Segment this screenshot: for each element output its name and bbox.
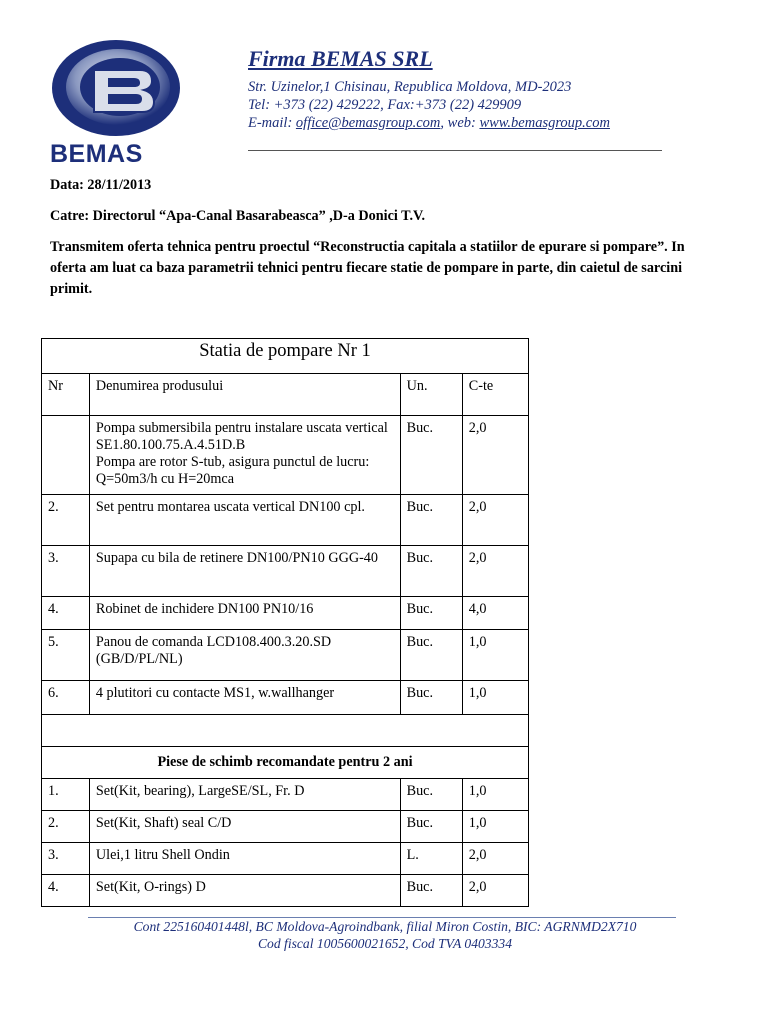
company-header — [248, 46, 610, 132]
offer-table — [41, 338, 529, 907]
spacer-cell — [42, 715, 529, 747]
web-label: , web: — [440, 115, 480, 131]
row-nr: 4. — [42, 597, 90, 630]
row-name: Panou de comanda LCD108.400.3.20.SD (GB/D/PL/NL) — [89, 630, 400, 681]
footer-bank-details: Cont 225160401448l, BC Moldova-Agroindbank, filial Miron Costin, BIC: AGRNMD2X710 — [133, 919, 637, 934]
letter-recipient: Catre: Directorul “Apa-Canal Basarabeasca” ,D-a Donici T.V. — [50, 208, 426, 224]
table-spacer-row — [42, 715, 529, 747]
company-phone-fax: Tel: +373 (22) 429222, Fax:+373 (22) 429909 — [248, 97, 522, 113]
table-row — [42, 779, 529, 811]
row-name: Set(Kit, O-rings) D — [89, 875, 400, 907]
spare-parts-header-row — [42, 747, 529, 779]
logo-wordmark: BEMAS — [50, 140, 143, 168]
table-row — [42, 495, 529, 546]
row-nr: 4. — [42, 875, 90, 907]
row-nr — [42, 416, 90, 495]
web-link[interactable]: www.bemasgroup.com — [479, 115, 610, 131]
row-qty: 1,0 — [462, 630, 528, 681]
row-unit: Buc. — [400, 546, 462, 597]
row-unit: L. — [400, 843, 462, 875]
row-unit: Buc. — [400, 597, 462, 630]
table-row — [42, 597, 529, 630]
row-unit: Buc. — [400, 811, 462, 843]
row-unit: Buc. — [400, 495, 462, 546]
header-divider — [248, 150, 662, 151]
company-contact — [248, 114, 610, 132]
row-qty: 1,0 — [462, 811, 528, 843]
row-unit: Buc. — [400, 681, 462, 715]
row-nr: 1. — [42, 779, 90, 811]
table-row — [42, 875, 529, 907]
row-qty: 2,0 — [462, 416, 528, 495]
row-qty: 1,0 — [462, 779, 528, 811]
row-qty: 1,0 — [462, 681, 528, 715]
row-name: Set pentru montarea uscata vertical DN100 cpl. — [89, 495, 400, 546]
row-name: Supapa cu bila de retinere DN100/PN10 GGG-40 — [89, 546, 400, 597]
table-title: Statia de pompare Nr 1 — [42, 339, 529, 374]
table-row — [42, 546, 529, 597]
row-unit: Buc. — [400, 630, 462, 681]
letter-date: Data: 28/11/2013 — [50, 177, 152, 193]
header-name: Denumirea produsului — [89, 374, 400, 416]
row-name: Set(Kit, bearing), LargeSE/SL, Fr. D — [89, 779, 400, 811]
row-nr: 2. — [42, 811, 90, 843]
row-name: Ulei,1 litru Shell Ondin — [89, 843, 400, 875]
header-unit: Un. — [400, 374, 462, 416]
table-row — [42, 811, 529, 843]
header-nr: Nr — [42, 374, 90, 416]
row-unit: Buc. — [400, 779, 462, 811]
email-link[interactable]: office@bemasgroup.com — [295, 115, 441, 131]
row-name: 4 plutitori cu contacte MS1, w.wallhanger — [89, 681, 400, 715]
letter-intro: Transmitem oferta tehnica pentru proectul “Reconstructia capitala a statiilor de epurare si pompare”. In oferta am luat ca baza parametrii tehnici pentru fiecare statie de pompare in parte, din caietul de sarcini primit. — [50, 239, 685, 297]
row-name: Set(Kit, Shaft) seal C/D — [89, 811, 400, 843]
row-qty: 2,0 — [462, 495, 528, 546]
row-nr: 6. — [42, 681, 90, 715]
table-row — [42, 843, 529, 875]
header-qty: C-te — [462, 374, 528, 416]
row-nr: 3. — [42, 843, 90, 875]
row-name: Pompa submersibila pentru instalare uscata vertical SE1.80.100.75.A.4.51D.B Pompa are rotor S-tub, asigura punctul de lucru: Q=50m3/h cu H=20mca — [89, 416, 400, 495]
row-name: Robinet de inchidere DN100 PN10/16 — [89, 597, 400, 630]
row-nr: 2. — [42, 495, 90, 546]
email-label: E-mail: — [248, 115, 296, 131]
footer-fiscal-codes: Cod fiscal 1005600021652, Cod TVA 0403334 — [257, 936, 512, 951]
row-nr: 5. — [42, 630, 90, 681]
row-qty: 4,0 — [462, 597, 528, 630]
row-unit: Buc. — [400, 875, 462, 907]
company-address: Str. Uzinelor,1 Chisinau, Republica Moldova, MD-2023 — [248, 79, 572, 95]
row-nr: 3. — [42, 546, 90, 597]
company-name: Firma BEMAS SRL — [248, 46, 433, 71]
row-unit: Buc. — [400, 416, 462, 495]
table-row — [42, 681, 529, 715]
table-row — [42, 416, 529, 495]
table-row — [42, 630, 529, 681]
row-qty: 2,0 — [462, 875, 528, 907]
row-qty: 2,0 — [462, 546, 528, 597]
spare-parts-title: Piese de schimb recomandate pentru 2 ani — [42, 747, 529, 779]
table-header-row — [42, 374, 529, 416]
row-qty: 2,0 — [462, 843, 528, 875]
